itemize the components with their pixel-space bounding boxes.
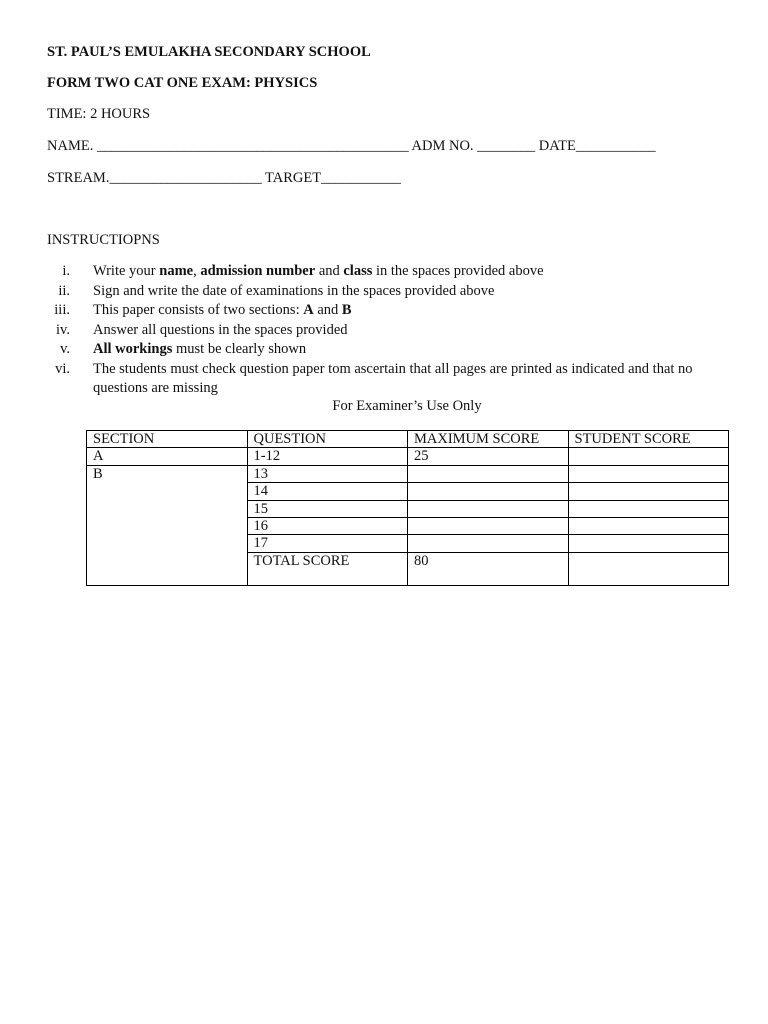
max-score-cell — [408, 483, 569, 500]
section-a-cell: A — [87, 448, 248, 465]
max-score-cell — [408, 500, 569, 517]
instruction-text: This paper consists of two sections: A and B — [93, 302, 352, 318]
table-row — [87, 448, 729, 465]
instruction-text: All workings must be clearly shown — [93, 341, 307, 357]
school-name: ST. PAUL’S EMULAKHA SECONDARY SCHOOL — [47, 44, 371, 60]
header-section: SECTION — [87, 431, 248, 448]
instruction-number: i. — [62, 263, 70, 279]
score-table — [86, 430, 729, 586]
instruction-number: ii. — [58, 282, 70, 299]
header-maximum-score: MAXIMUM SCORE — [408, 431, 569, 448]
question-cell: 1-12 — [247, 448, 408, 465]
question-cell: 15 — [247, 500, 408, 517]
question-cell: 17 — [247, 535, 408, 552]
max-score-cell — [408, 535, 569, 552]
max-score-cell — [408, 517, 569, 534]
name-adm-date-line: NAME. ___________________________________________ ADM NO. ________ DATE___________ — [47, 138, 656, 154]
max-score-cell — [408, 465, 569, 482]
instruction-text: The students must check question paper tom ascertain that all pages are printed as indicated and that no questions are missing — [93, 360, 693, 396]
question-cell: 16 — [247, 517, 408, 534]
student-score-cell[interactable] — [568, 448, 729, 465]
exam-time: TIME: 2 HOURS — [47, 106, 151, 122]
total-student-score-cell[interactable] — [568, 552, 729, 585]
total-max-score: 80 — [408, 552, 569, 585]
header-question: QUESTION — [247, 431, 408, 448]
table-row — [87, 465, 729, 482]
instruction-text: Write your name, admission number and class in the spaces provided above — [93, 263, 544, 279]
instruction-number: vi. — [55, 360, 70, 377]
question-cell: 14 — [247, 483, 408, 500]
section-b-cell: B — [87, 465, 248, 585]
instruction-number: v. — [60, 341, 70, 357]
exam-title: FORM TWO CAT ONE EXAM: PHYSICS — [47, 75, 318, 91]
student-score-cell[interactable] — [568, 535, 729, 552]
header-student-score: STUDENT SCORE — [568, 431, 729, 448]
max-score-cell: 25 — [408, 448, 569, 465]
student-score-cell[interactable] — [568, 465, 729, 482]
instructions-heading: INSTRUCTIOPNS — [47, 232, 160, 248]
instruction-text: Answer all questions in the spaces provided — [93, 321, 348, 338]
stream-target-line: STREAM._____________________ TARGET___________ — [47, 170, 401, 186]
examiner-use-caption: For Examiner’s Use Only — [332, 398, 482, 414]
question-cell: 13 — [247, 465, 408, 482]
table-header-row — [87, 431, 729, 448]
student-score-cell[interactable] — [568, 483, 729, 500]
student-score-cell[interactable] — [568, 500, 729, 517]
instruction-number: iii. — [54, 302, 70, 318]
instruction-text: Sign and write the date of examinations in the spaces provided above — [93, 282, 495, 299]
student-score-cell[interactable] — [568, 517, 729, 534]
instruction-number: iv. — [56, 321, 70, 338]
total-score-label: TOTAL SCORE — [247, 552, 408, 585]
